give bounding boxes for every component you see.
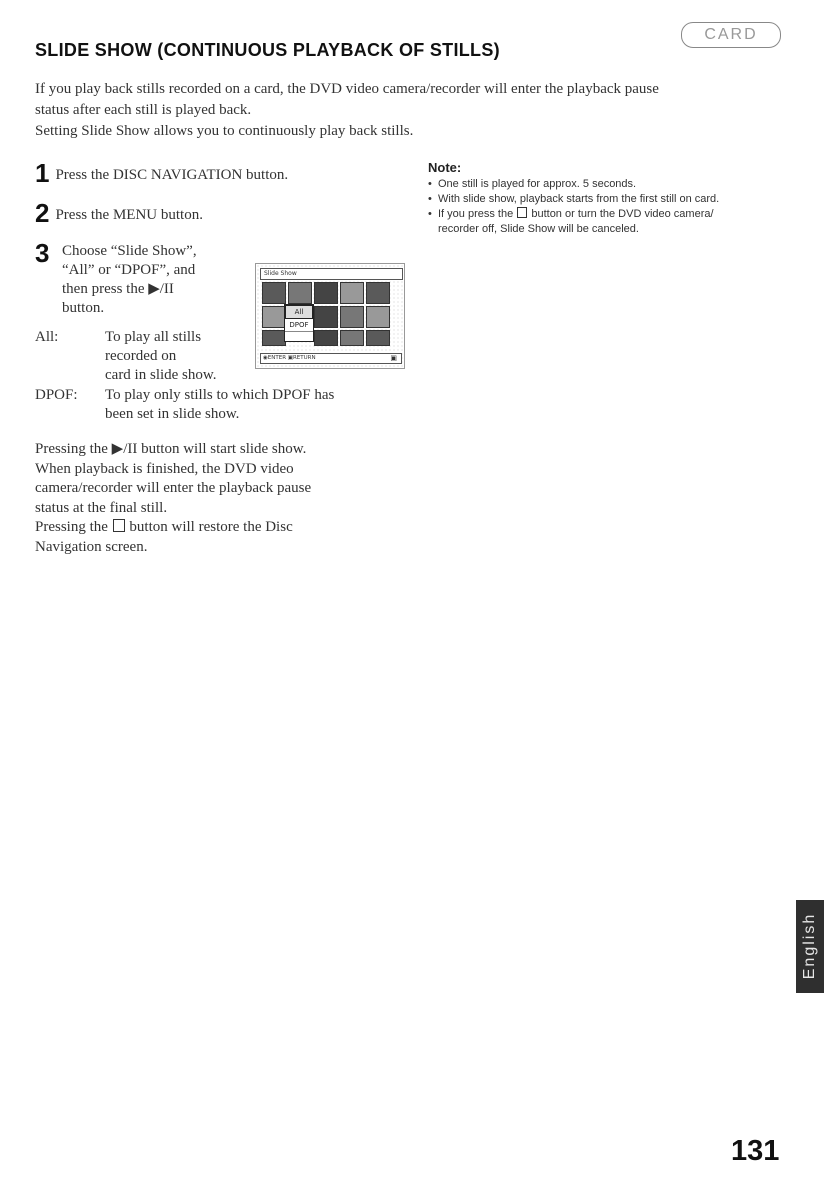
after-line: Navigation screen. (35, 538, 148, 555)
step-3 (35, 238, 55, 269)
intro-line: Setting Slide Show allows you to continuously play back stills. (35, 123, 414, 139)
after-line: camera/recorder will enter the playback pause (35, 480, 312, 496)
language-tab (796, 900, 824, 993)
slide-show-screen-illustration (255, 263, 405, 369)
option-line: recorded on (105, 348, 177, 364)
slide-show-submenu (284, 304, 314, 342)
page-title: SLIDE SHOW (CONTINUOUS PLAYBACK OF STILLS) (35, 40, 500, 60)
note-list (428, 177, 798, 237)
step-text: Press the MENU button. (55, 207, 203, 223)
option-key: All: (35, 329, 59, 345)
intro-line: If you play back stills recorded on a card, the DVD video camera/recorder will enter the playback pause (35, 81, 659, 97)
option-line: To play all stills (105, 329, 202, 345)
card-badge: CARD (681, 22, 781, 48)
thumbnail (262, 330, 286, 346)
screen-header: Slide Show (260, 268, 403, 280)
thumbnail (340, 330, 364, 346)
page-number: 131 (731, 1135, 780, 1167)
thumbnail (340, 306, 364, 328)
note-item (428, 207, 798, 237)
screen-footer (260, 353, 402, 364)
submenu-item-all: All (285, 305, 313, 319)
step-number: 1 (35, 158, 50, 188)
thumbnail (366, 306, 390, 328)
option-line: card in slide show. (105, 367, 217, 383)
note-item3-post: button or turn the DVD video camera/ (531, 208, 714, 220)
option-line: To play only stills to which DPOF has (105, 387, 335, 403)
thumbnail (340, 282, 364, 304)
stop-button-icon (113, 519, 125, 532)
step-2 (35, 198, 203, 229)
thumbnail (366, 330, 390, 346)
note-item: • One still is played for approx. 5 seconds. (428, 177, 798, 192)
step-text: Press the DISC NAVIGATION button. (55, 167, 289, 183)
thumbnail (314, 330, 338, 346)
step-number: 2 (35, 198, 50, 228)
thumbnail (314, 282, 338, 304)
intro-text (35, 79, 795, 142)
after-line5-post: button will restore the Disc (129, 519, 293, 535)
note-item3-pre: If you press the (438, 208, 514, 220)
step-text-line: then press the ▶/II (62, 281, 174, 297)
thumbnail (288, 282, 312, 304)
option-description (105, 386, 334, 424)
thumbnail (366, 282, 390, 304)
after-line: When playback is finished, the DVD video (35, 460, 294, 477)
card-icon: ▣ (390, 354, 397, 362)
after-line5-pre: Pressing the (35, 519, 108, 535)
step-text-line: “All” or “DPOF”, and (62, 262, 196, 278)
thumbnail (262, 306, 286, 328)
after-line: Pressing the ▶/II button will start slide show. (35, 441, 307, 457)
note-title: Note: (428, 160, 462, 175)
intro-line: status after each still is played back. (35, 102, 252, 118)
thumbnail (314, 306, 338, 328)
option-line: been set in slide show. (105, 406, 240, 422)
step-text-line: button. (62, 300, 105, 316)
step-1 (35, 158, 288, 189)
option-key: DPOF: (35, 387, 78, 403)
after-line: status at the final still. (35, 499, 168, 516)
step-3-text (62, 242, 197, 318)
note-item3-line2: recorder off, Slide Show will be canceled. (438, 223, 639, 235)
thumbnail (262, 282, 286, 304)
submenu-item-dpof: DPOF (285, 319, 313, 332)
screen-footer-text: ◉ENTER ▣RETURN (263, 355, 316, 361)
step-number: 3 (35, 238, 50, 268)
step-text-line: Choose “Slide Show”, (62, 243, 197, 259)
after-line (35, 518, 425, 538)
note-box (428, 160, 798, 237)
language-tab-label: English (801, 912, 818, 980)
stop-button-icon (517, 207, 527, 218)
after-text (35, 440, 425, 557)
note-item: • With slide show, playback starts from the first still on card. (428, 192, 798, 207)
option-description (105, 328, 217, 385)
